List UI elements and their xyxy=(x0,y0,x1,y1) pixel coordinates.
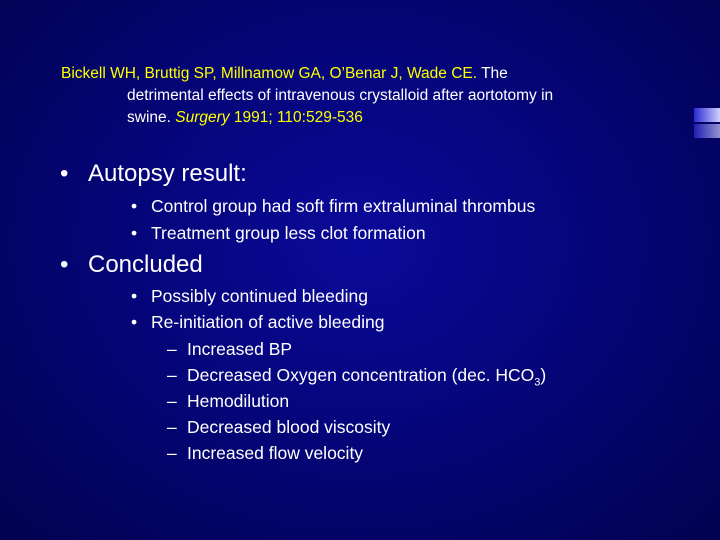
list-item-text: Control group had soft firm extraluminal thrombus xyxy=(151,196,536,216)
sub-list-item xyxy=(167,442,363,464)
sub-list-item xyxy=(167,416,390,438)
citation-authors: Bickell WH, Bruttig SP, Millnamow GA, O’Benar J, Wade CE. xyxy=(61,65,478,82)
section-heading-text: Concluded xyxy=(88,251,203,278)
list-item-text: Re-initiation of active bleeding xyxy=(151,312,385,332)
dash-icon: – xyxy=(167,443,177,463)
citation-line-2: detrimental effects of intravenous crystalloid after aortotomy in xyxy=(127,87,554,104)
citation-line-1 xyxy=(61,63,661,85)
sub-list-item xyxy=(167,338,292,360)
sub-list-item-text: Decreased blood viscosity xyxy=(187,417,391,437)
dash-icon: – xyxy=(167,365,177,385)
sub-list-item-text: Increased BP xyxy=(187,339,293,359)
decor-bar-top xyxy=(694,108,720,122)
sub-list-item-text: Increased flow velocity xyxy=(187,443,364,463)
list-item xyxy=(131,285,368,307)
section-heading-concluded xyxy=(60,251,203,279)
citation-title-start: The xyxy=(481,65,508,82)
bullet-icon: • xyxy=(131,223,138,243)
list-item-text: Treatment group less clot formation xyxy=(151,223,426,243)
citation-title-end: swine. xyxy=(127,109,171,126)
list-item xyxy=(131,311,384,333)
bullet-icon: • xyxy=(60,251,69,278)
sub-list-item-text: Decreased Oxygen concentration (dec. HCO xyxy=(187,365,535,385)
list-item xyxy=(131,195,535,217)
dash-icon: – xyxy=(167,339,177,359)
subscript: 3 xyxy=(534,376,541,389)
sub-list-item-suffix: ) xyxy=(540,365,547,385)
dash-icon: – xyxy=(167,391,177,411)
section-heading-text: Autopsy result: xyxy=(88,160,247,187)
list-item xyxy=(131,222,426,244)
sub-list-item-text: Hemodilution xyxy=(187,391,290,411)
bullet-icon: • xyxy=(60,160,69,187)
list-item-text: Possibly continued bleeding xyxy=(151,286,368,306)
bullet-icon: • xyxy=(131,286,138,306)
citation-journal: Surgery xyxy=(175,109,230,126)
dash-icon: – xyxy=(167,417,177,437)
citation xyxy=(61,63,661,129)
bullet-icon: • xyxy=(131,196,138,216)
decor-bar-bottom xyxy=(694,124,720,138)
sub-list-item xyxy=(167,390,289,412)
citation-year-ref: 1991; 110:529-536 xyxy=(233,109,363,126)
corner-decoration xyxy=(692,108,720,138)
citation-line-3 xyxy=(61,107,661,129)
section-heading-autopsy xyxy=(60,160,247,188)
bullet-icon: • xyxy=(131,312,138,332)
